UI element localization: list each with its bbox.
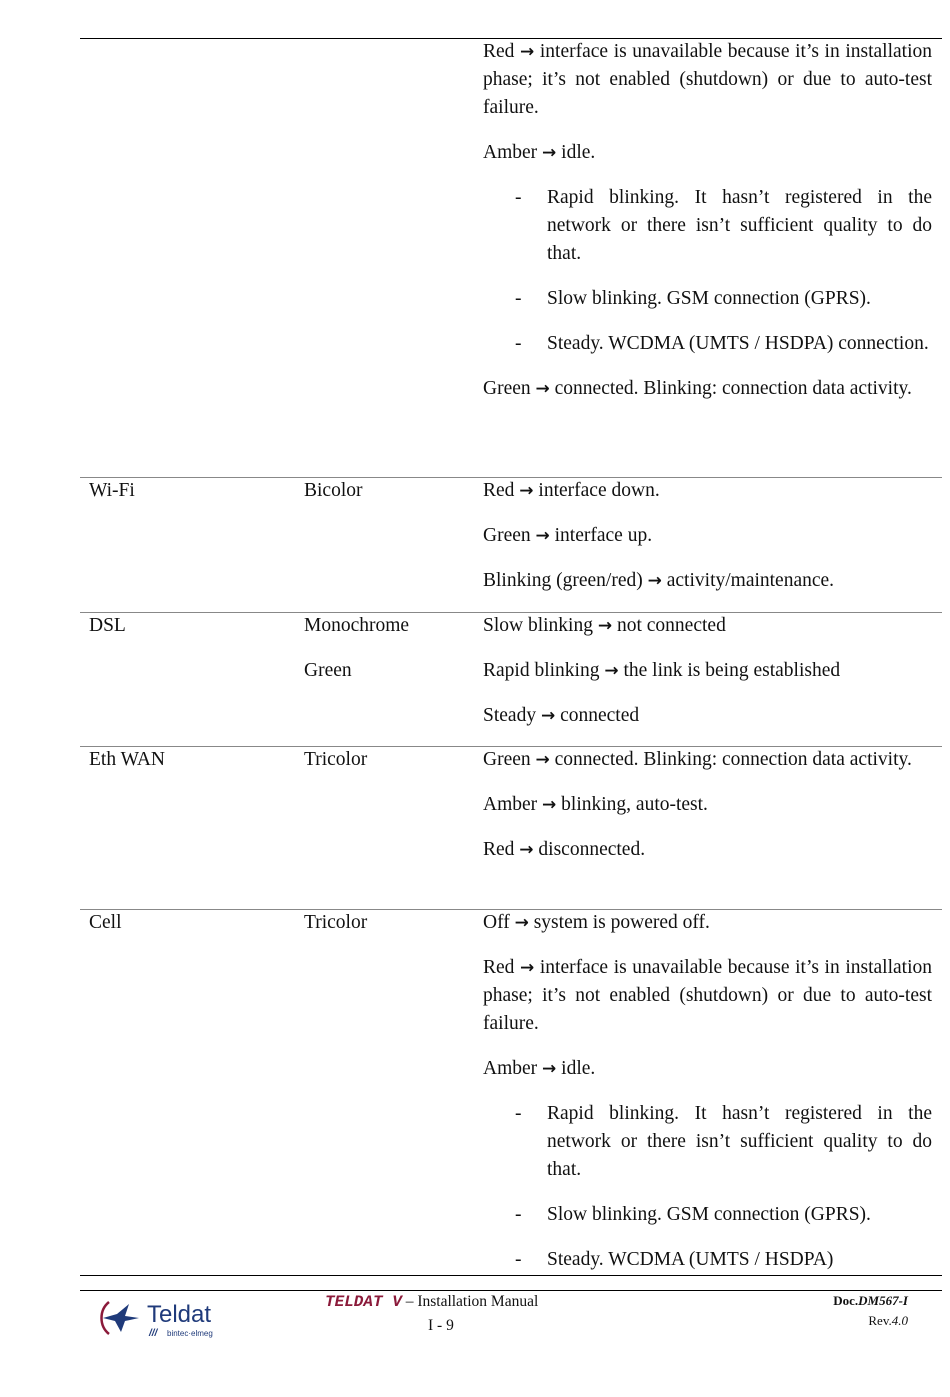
row-type-color: Green (304, 660, 352, 681)
status-description (483, 477, 932, 505)
status-text: interface is unavailable because it’s in installation phase; it’s not enabled (shutdown) or due to auto-test failure. (483, 41, 932, 118)
row-description (483, 746, 932, 881)
status-description (483, 954, 932, 1038)
status-label: Amber (483, 794, 543, 815)
row-type: Tricolor (304, 912, 368, 933)
list-dash: - (515, 1204, 522, 1225)
list-dash: - (515, 1249, 522, 1270)
list-dash: - (515, 1103, 522, 1124)
status-label: Green (483, 749, 536, 770)
status-description (483, 522, 932, 550)
svg-text:///: /// (149, 1328, 158, 1339)
status-text: activity/maintenance. (666, 570, 835, 591)
row-type: Monochrome (304, 615, 410, 636)
list-item (483, 1100, 932, 1184)
status-description (483, 375, 932, 403)
status-description (483, 746, 932, 774)
status-description (483, 791, 932, 819)
arrow-right-icon: → (514, 913, 529, 933)
row-name: DSL (89, 615, 126, 636)
status-label: Green (483, 378, 536, 399)
status-text: connected. Blinking: connection data activity. (554, 378, 912, 399)
list-item-text: Slow blinking. GSM connection (GPRS). (547, 1204, 871, 1225)
status-description (483, 612, 932, 640)
row-description (483, 612, 932, 747)
list-dash: - (515, 333, 522, 354)
status-description (483, 702, 932, 730)
status-text: idle. (561, 1058, 596, 1079)
status-text: idle. (561, 142, 596, 163)
row-description (483, 477, 932, 612)
status-text: connected. Blinking: connection data activity. (554, 749, 912, 770)
list-item-text: Steady. WCDMA (UMTS / HSDPA) (547, 1249, 834, 1270)
footer-brand: TELDAT V (325, 1293, 402, 1311)
arrow-right-icon: → (542, 1059, 557, 1079)
status-label: Blinking (green/red) (483, 570, 648, 591)
status-label: Steady (483, 705, 541, 726)
status-description (483, 567, 932, 595)
status-text: interface is unavailable because it’s in installation phase; it’s not enabled (shutdown) or due to auto-test failure. (483, 957, 932, 1034)
row-description (483, 38, 932, 420)
status-label: Red (483, 41, 521, 62)
list-item (483, 1246, 932, 1274)
list-item (483, 184, 932, 268)
status-description (483, 657, 932, 685)
status-description (483, 38, 932, 122)
arrow-right-icon: → (519, 840, 534, 860)
status-description (483, 909, 932, 937)
status-text: interface down. (538, 480, 660, 501)
status-label: Green (483, 525, 536, 546)
row-name: Wi-Fi (89, 480, 135, 501)
status-text: connected (560, 705, 640, 726)
list-item-text: Steady. WCDMA (UMTS / HSDPA) connection. (547, 333, 929, 354)
arrow-right-icon: → (604, 661, 619, 681)
status-text: not connected (616, 615, 726, 636)
list-dash: - (515, 288, 522, 309)
arrow-right-icon: → (647, 571, 662, 591)
list-item (483, 1201, 932, 1229)
list-dash: - (515, 187, 522, 208)
status-text: disconnected. (538, 839, 646, 860)
arrow-right-icon: → (597, 616, 613, 636)
arrow-right-icon: → (520, 958, 535, 978)
page-number: I - 9 (428, 1317, 454, 1334)
status-label: Red (483, 957, 521, 978)
rev-number: 4.0 (891, 1313, 908, 1328)
status-label: Off (483, 912, 515, 933)
arrow-right-icon: → (540, 706, 556, 726)
list-item (483, 285, 932, 313)
row-description (483, 909, 932, 1291)
doc-reference (833, 1291, 908, 1331)
status-label: Red (483, 480, 520, 501)
status-label: Amber (483, 142, 543, 163)
list-item-text: Slow blinking. GSM connection (GPRS). (547, 288, 871, 309)
logo-wordmark: Teldat (147, 1301, 212, 1328)
list-item-text: Rapid blinking. It hasn’t registered in the network or there isn’t sufficient quality to do that. (547, 1103, 932, 1180)
list-item-text: Rapid blinking. It hasn’t registered in the network or there isn’t sufficient quality to do that. (547, 187, 932, 264)
status-label: Slow blinking (483, 615, 598, 636)
status-text: the link is being established (623, 660, 841, 681)
status-label: Rapid blinking (483, 660, 605, 681)
status-label: Red (483, 839, 520, 860)
arrow-right-icon: → (542, 143, 557, 163)
arrow-right-icon: → (535, 379, 550, 399)
footer-rule (80, 1290, 942, 1291)
status-text: interface up. (554, 525, 653, 546)
arrow-right-icon: → (535, 750, 550, 770)
footer-title (325, 1293, 538, 1311)
arrow-right-icon: → (542, 795, 557, 815)
status-description (483, 1055, 932, 1083)
doc-code: DM567-I (858, 1293, 908, 1308)
arrow-right-icon: → (519, 481, 534, 501)
teldat-logo (95, 1294, 225, 1340)
arrow-right-icon: → (535, 526, 550, 546)
arrow-right-icon: → (520, 42, 535, 62)
row-name: Eth WAN (89, 749, 166, 770)
status-text: blinking, auto-test. (561, 794, 708, 815)
rev-prefix: Rev. (868, 1313, 892, 1328)
doc-prefix: Doc. (833, 1293, 859, 1308)
row-name: Cell (89, 912, 122, 933)
list-item (483, 330, 932, 358)
row-type: Tricolor (304, 749, 368, 770)
logo-subtitle: bintec·elmeg (167, 1329, 213, 1338)
status-label: Amber (483, 1058, 543, 1079)
footer-title-suffix: – Installation Manual (401, 1293, 539, 1310)
status-description (483, 836, 932, 864)
status-text: system is powered off. (533, 912, 710, 933)
status-description (483, 139, 932, 167)
row-type: Bicolor (304, 480, 363, 501)
